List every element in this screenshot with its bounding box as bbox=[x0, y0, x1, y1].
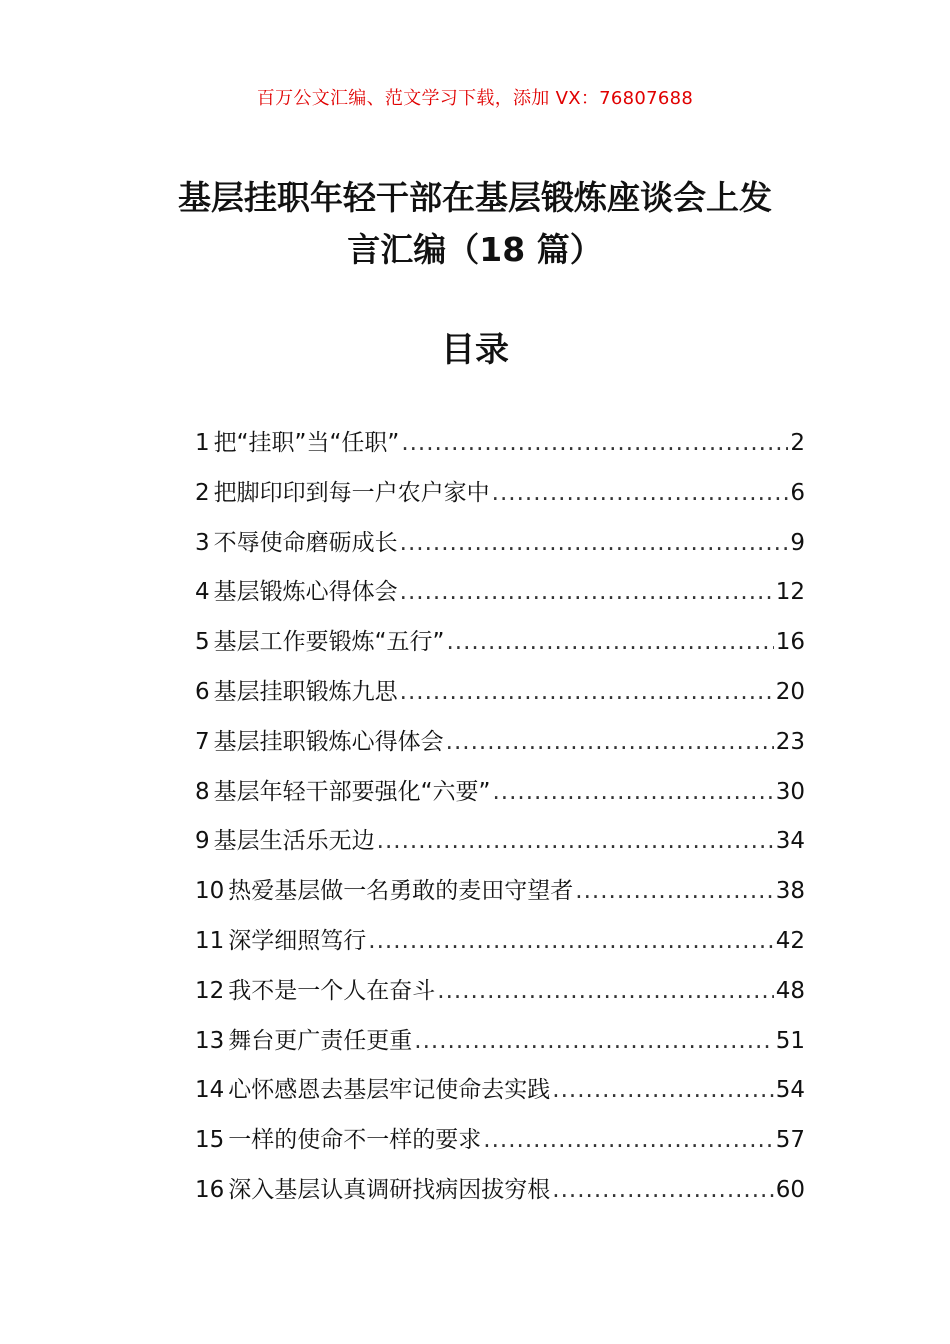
toc-entry[interactable] bbox=[195, 424, 805, 474]
toc-entry[interactable] bbox=[195, 1121, 805, 1171]
toc-entry-number: 6 bbox=[195, 678, 210, 705]
toc-entry-page-number: 23 bbox=[775, 728, 805, 755]
toc-entry-title: 把脚印印到每一户农户家中 bbox=[213, 479, 490, 506]
toc-entry-title: 深入基层认真调研找病因拔穷根 bbox=[228, 1176, 551, 1203]
toc-dot-leader bbox=[492, 779, 773, 805]
toc-entry[interactable] bbox=[195, 723, 805, 773]
toc-entry-page-number: 42 bbox=[775, 927, 805, 954]
toc-entry-number: 7 bbox=[195, 728, 210, 755]
toc-entry-page-number: 20 bbox=[775, 678, 805, 705]
toc-dot-leader bbox=[575, 878, 773, 904]
toc-dot-leader bbox=[377, 828, 774, 854]
toc-entry-page-number: 34 bbox=[775, 828, 805, 855]
toc-dot-leader bbox=[552, 1177, 773, 1203]
toc-entry[interactable] bbox=[195, 822, 805, 872]
toc-dot-leader bbox=[552, 1077, 773, 1103]
toc-dot-leader bbox=[492, 480, 789, 506]
toc-entry[interactable] bbox=[195, 524, 805, 574]
toc-entry-title: 心怀感恩去基层牢记使命去实践 bbox=[228, 1077, 551, 1104]
toc-entry-number: 12 bbox=[195, 977, 225, 1004]
toc-entry[interactable] bbox=[195, 623, 805, 673]
toc-entry-number: 8 bbox=[195, 778, 210, 805]
header-watermark-note: 百万公文汇编、范文学习下载，添加 VX：76807688 bbox=[256, 88, 694, 109]
toc-entry-number: 9 bbox=[195, 828, 210, 855]
toc-entry-page-number: 60 bbox=[775, 1176, 805, 1203]
toc-entry-page-number: 51 bbox=[775, 1027, 805, 1054]
toc-entry-title: 把“挂职”当“任职” bbox=[213, 430, 400, 456]
toc-entry-title: 基层工作要锻炼“五行” bbox=[213, 629, 445, 656]
toc-dot-leader bbox=[446, 629, 773, 655]
toc-dot-leader bbox=[400, 579, 774, 605]
toc-entry-page-number: 57 bbox=[775, 1127, 805, 1154]
toc-entry-number: 5 bbox=[195, 629, 210, 656]
toc-dot-leader bbox=[446, 729, 774, 755]
toc-entry[interactable] bbox=[195, 573, 805, 623]
toc-entry[interactable] bbox=[195, 1071, 805, 1121]
toc-entry-number: 14 bbox=[195, 1077, 225, 1104]
toc-dot-leader bbox=[483, 1127, 773, 1153]
toc-entry-number: 3 bbox=[195, 529, 210, 556]
toc-entry-number: 1 bbox=[195, 430, 210, 456]
toc-entry[interactable] bbox=[195, 922, 805, 972]
toc-entry-number: 11 bbox=[195, 927, 225, 954]
toc-entry-title: 基层年轻干部要强化“六要” bbox=[213, 778, 491, 805]
toc-entry-title: 基层生活乐无边 bbox=[213, 828, 375, 855]
toc-entry[interactable] bbox=[195, 1022, 805, 1072]
toc-heading: 目录 bbox=[441, 330, 509, 370]
toc-entry-page-number: 9 bbox=[790, 529, 805, 556]
toc-entry[interactable] bbox=[195, 872, 805, 922]
toc-entry-page-number: 16 bbox=[775, 629, 805, 656]
toc-entry-number: 2 bbox=[195, 479, 210, 506]
toc-dot-leader bbox=[414, 1028, 773, 1054]
toc-entry-title: 热爱基层做一名勇敢的麦田守望者 bbox=[228, 878, 574, 905]
document-title bbox=[100, 172, 850, 276]
toc-entry[interactable] bbox=[195, 773, 805, 823]
document-title-line-2: 言汇编（18 篇） bbox=[347, 230, 603, 269]
toc-entry[interactable] bbox=[195, 972, 805, 1022]
toc-entry-page-number: 38 bbox=[775, 878, 805, 905]
toc-entry-page-number: 30 bbox=[775, 778, 805, 805]
toc-entry[interactable] bbox=[195, 673, 805, 723]
toc-dot-leader bbox=[368, 928, 773, 954]
toc-entry-title: 舞台更广责任更重 bbox=[228, 1027, 413, 1054]
toc-entry-number: 10 bbox=[195, 878, 225, 905]
toc-entry-number: 13 bbox=[195, 1027, 225, 1054]
toc-entry-number: 15 bbox=[195, 1127, 225, 1154]
toc-entry-title: 我不是一个人在奋斗 bbox=[228, 977, 436, 1004]
toc-entry-page-number: 12 bbox=[775, 579, 805, 606]
toc-entry[interactable] bbox=[195, 474, 805, 524]
toc-entry-number: 4 bbox=[195, 579, 210, 606]
toc-entry-page-number: 6 bbox=[790, 479, 805, 506]
toc-dot-leader bbox=[400, 679, 774, 705]
document-title-line-1: 基层挂职年轻干部在基层锻炼座谈会上发 bbox=[178, 178, 772, 217]
toc-entry-title: 基层挂职锻炼心得体会 bbox=[213, 728, 444, 755]
toc-entry-title: 基层挂职锻炼九思 bbox=[213, 678, 398, 705]
toc-entry[interactable] bbox=[195, 1171, 805, 1221]
toc-entry-title: 一样的使命不一样的要求 bbox=[228, 1127, 482, 1154]
toc-dot-leader bbox=[437, 978, 773, 1004]
toc-entry-page-number: 2 bbox=[790, 430, 805, 456]
toc-dot-leader bbox=[400, 530, 789, 556]
toc-entry-title: 不辱使命磨砺成长 bbox=[213, 529, 398, 556]
toc-entry-title: 深学细照笃行 bbox=[228, 927, 367, 954]
table-of-contents bbox=[195, 424, 805, 1221]
toc-entry-title: 基层锻炼心得体会 bbox=[213, 579, 398, 606]
toc-dot-leader bbox=[401, 430, 788, 456]
toc-entry-page-number: 54 bbox=[775, 1077, 805, 1104]
toc-entry-page-number: 48 bbox=[775, 977, 805, 1004]
toc-entry-number: 16 bbox=[195, 1176, 225, 1203]
